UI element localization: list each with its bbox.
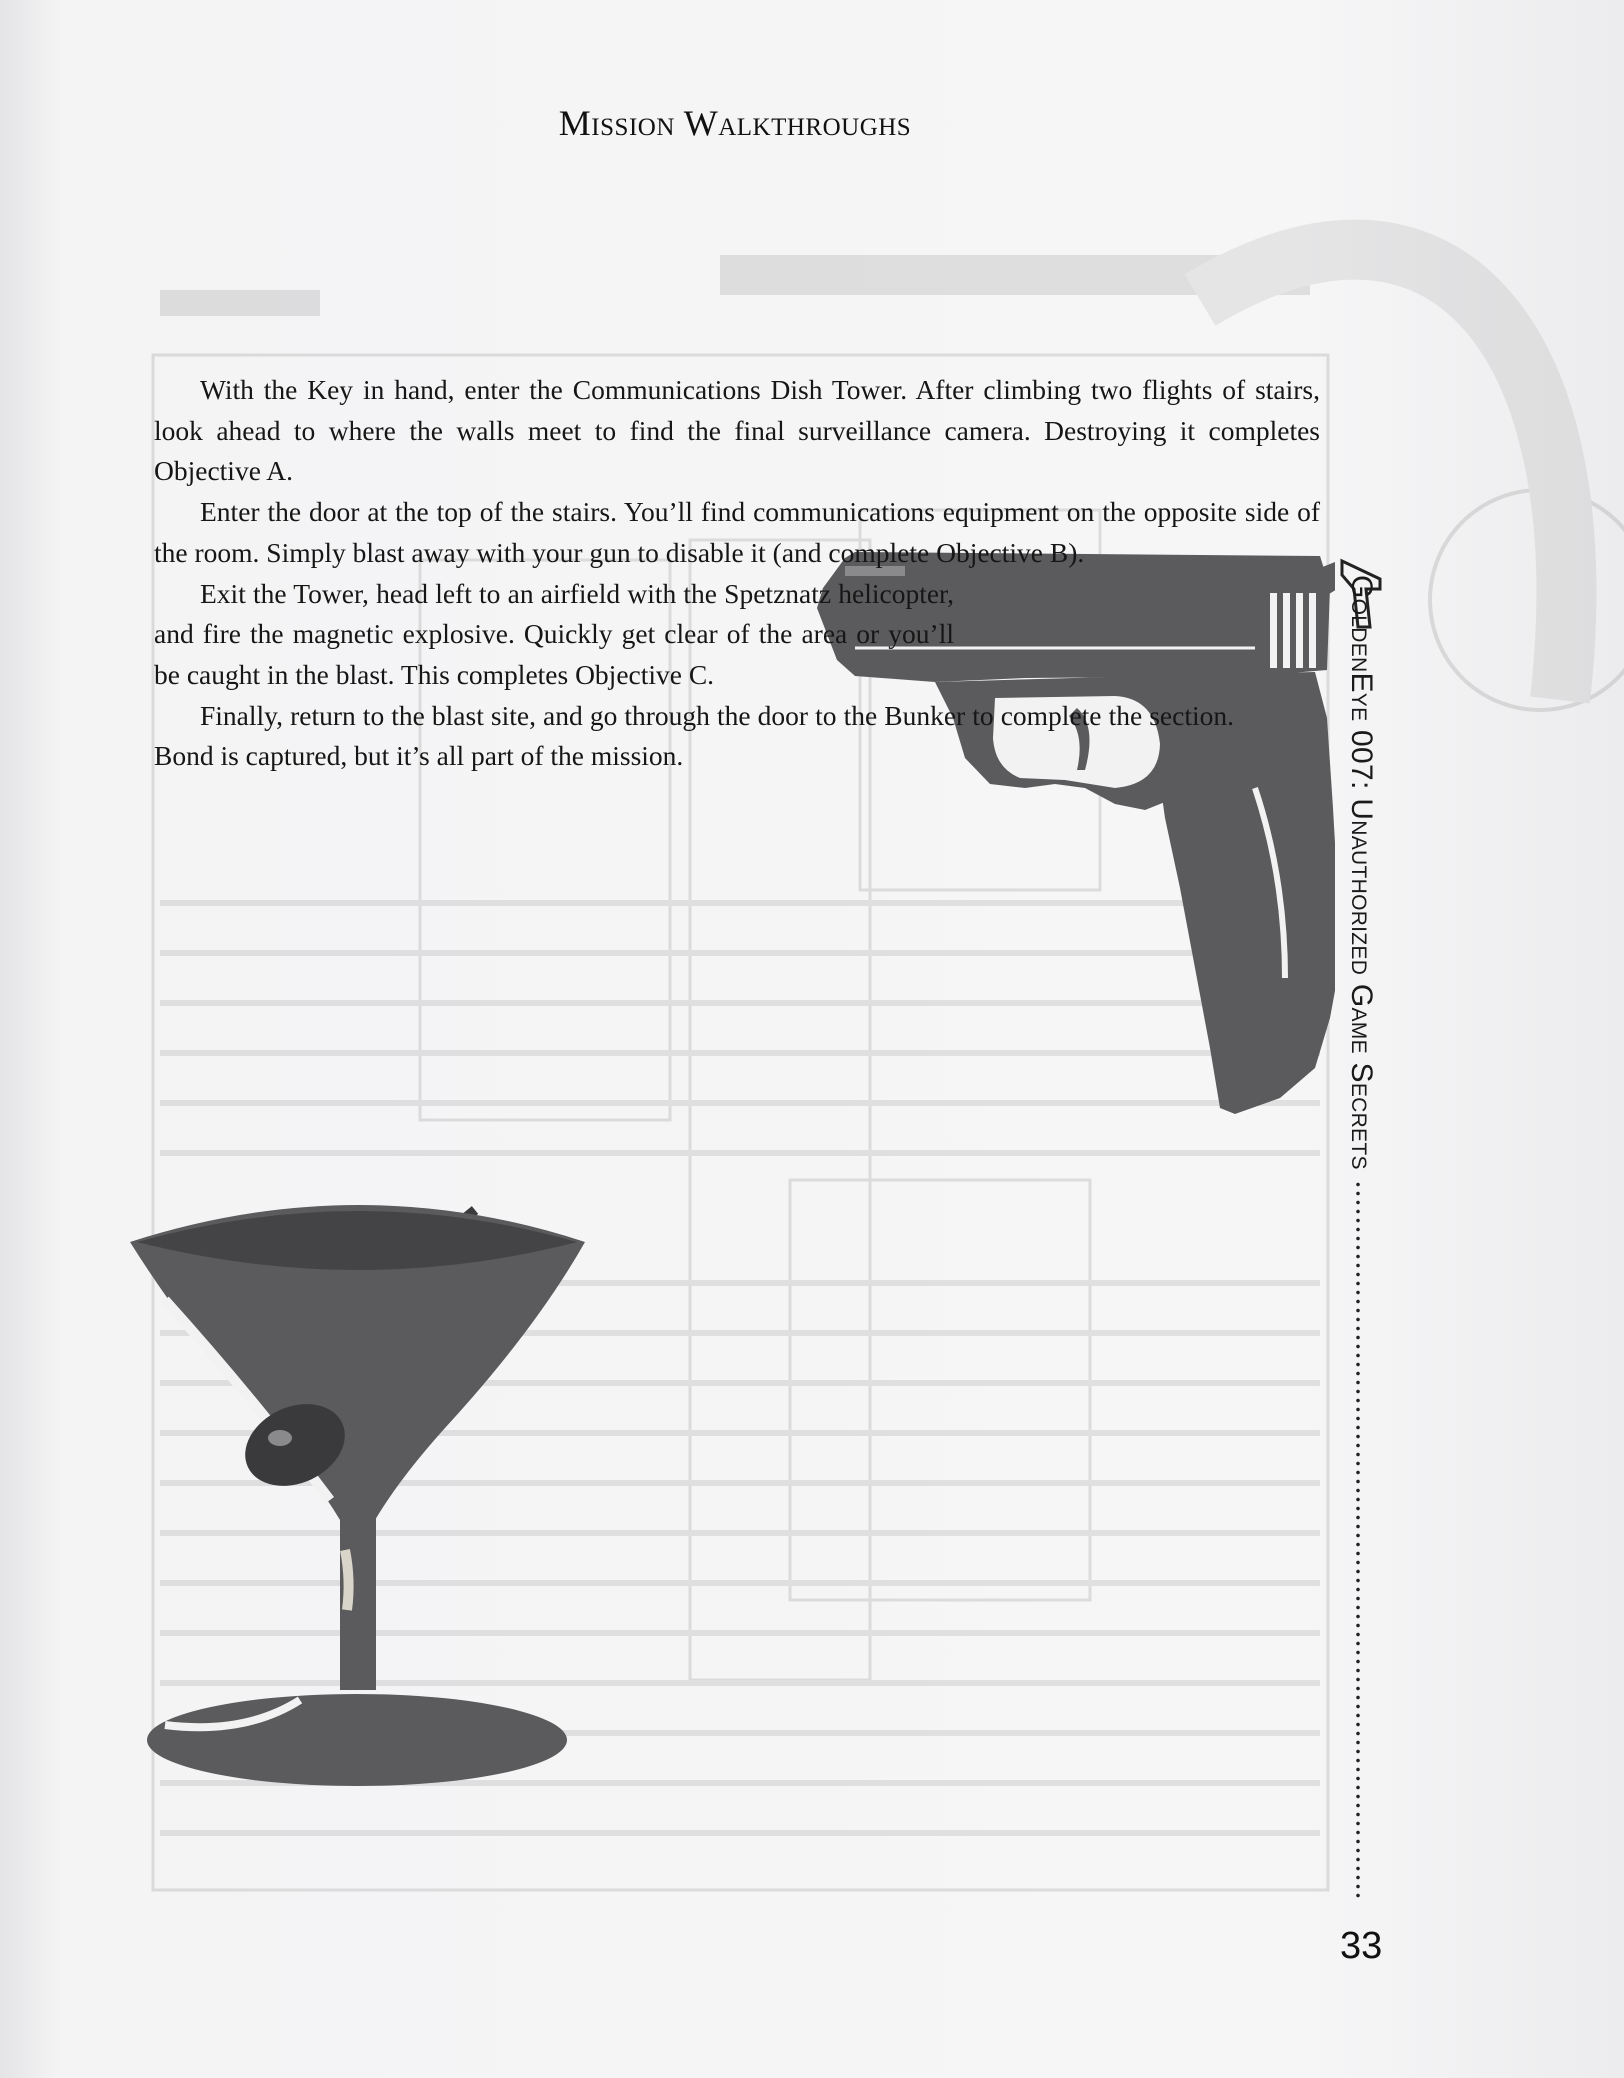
running-header: Mission Walkthroughs (558, 103, 912, 143)
dotted-rule (1356, 1180, 1360, 1900)
paragraph-section-complete: Finally, return to the blast site, and go through the door to the Bunker to complete the section. Bond is captured, but it’s all part of the mission. (154, 699, 1234, 772)
walkthrough-text (154, 370, 1320, 777)
book-title-spine (1342, 575, 1378, 1775)
martini-glass-icon (125, 1180, 600, 1800)
paragraph-objective-a: With the Key in hand, enter the Communications Dish Tower. After climbing two flights of stairs, look ahead to where the walls meet to find the final surveillance camera. Destroying it completes Objective A. (154, 374, 1320, 487)
page-number: 33 (1340, 1925, 1383, 1967)
book-title: GoldenEye 007: Unauthorized Game Secrets (1345, 575, 1378, 1170)
paragraph-objective-b: Enter the door at the top of the stairs. You’ll find communications equipment on the opposite side of the room. Simply blast away with your gun to disable it (and complete Objective B). (154, 496, 1320, 568)
paragraph-objective-c: Exit the Tower, head left to an airfield with the Spetznatz helicopter, and fire the magnetic explosive. Quickly get clear of the area or you’ll be caught in the blast. This completes Objective C. (154, 577, 954, 690)
